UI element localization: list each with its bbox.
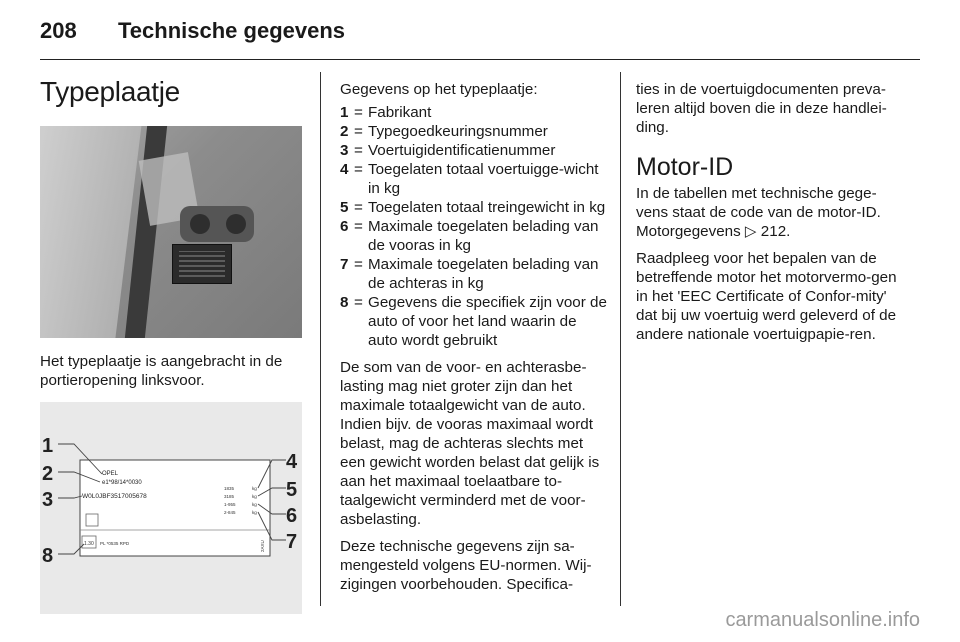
legend-number: 3 <box>340 142 349 159</box>
legend-text: Typegoedkeuringsnummer <box>368 123 548 140</box>
legend-number: 5 <box>340 199 349 216</box>
callout-number: 1 <box>42 435 54 457</box>
plate-side-code: 2AXU <box>260 540 265 552</box>
plate-unit: kg <box>252 502 257 507</box>
legend-item: 2 = Typegoedkeuringsnummer <box>340 122 608 141</box>
plate-approval-number: e1*98/14*0030 <box>102 480 142 486</box>
legend-text: Toegelaten totaal treingewicht in kg <box>368 199 606 216</box>
eu-norm-paragraph: Deze technische gegevens zijn sa-mengesteld volgens EU-normen. Wij-zigingen voorbehouden. Specifica- <box>340 538 592 593</box>
plate-unit: kg <box>252 510 257 515</box>
column-3 <box>636 72 904 352</box>
callout-number: 2 <box>42 463 54 485</box>
legend-number: 8 <box>340 294 349 311</box>
section-heading-typeplaatje: Typeplaatje <box>40 76 180 107</box>
legend-intro: Gegevens op het typeplaatje: <box>340 81 538 98</box>
legend-number: 7 <box>340 256 349 273</box>
legend-item: 8 = Gegevens die specifiek zijn voor de auto of voor het land waarin de auto wordt gebruikt <box>340 294 607 349</box>
legend-text: Toegelaten totaal voertuigge-wicht in kg <box>368 161 599 197</box>
callout-number: 6 <box>286 505 298 527</box>
legend-number: 1 <box>340 104 349 121</box>
legend-text: Gegevens die specifiek zijn voor de auto of voor het land waarin de auto wordt gebruikt <box>368 294 607 349</box>
door-pillar-photo <box>40 126 302 338</box>
continued-paragraph: ties in de voertuigdocumenten preva-leren altijd boven die in deze handlei-ding. <box>636 81 887 136</box>
legend-text: Fabrikant <box>368 104 432 121</box>
plate-paint-code: 1.30 <box>84 541 94 547</box>
column-divider <box>320 72 321 606</box>
plate-trim-code: PL *0535 RPD <box>100 541 130 546</box>
plate-weight: 1835 <box>224 486 235 491</box>
legend-text: Voertuigidentificatienummer <box>368 142 556 159</box>
legend-list <box>340 103 608 350</box>
axle-load-paragraph: De som van de voor- en achterasbe-lasting mag niet groter zijn dan het maximale totaalgewicht van de auto. Indien bijv. de vooras maximaal wordt belast, mag de achteras slechts met een gewicht worden belast dat gelijk is aan het maximaal toelaatbare to-taalgewicht verminderd met de voor-asbelasting. <box>340 359 600 528</box>
legend-text: Maximale toegelaten belading van de vooras in kg <box>368 218 599 254</box>
plate-weight: 1-955 <box>224 502 236 507</box>
legend-item: 7 = Maximale toegelaten belading van de achteras in kg <box>340 255 608 293</box>
hinge-bolt <box>226 214 246 234</box>
section-heading-motor-id: Motor-ID <box>636 153 734 181</box>
hinge-bolt <box>190 214 210 234</box>
plate-unit: kg <box>252 494 257 499</box>
photo-caption: Het typeplaatje is aangebracht in de portieropening linksvoor. <box>40 353 283 389</box>
legend-item: 5 = Toegelaten totaal treingewicht in kg <box>340 198 608 217</box>
callout-number: 5 <box>286 479 298 501</box>
page-number: 208 <box>40 18 77 43</box>
plate-weight: 3185 <box>224 494 235 499</box>
legend-number: 6 <box>340 218 349 235</box>
type-plate-in-photo <box>172 244 232 284</box>
callout-number: 4 <box>286 451 298 473</box>
type-plate-diagram <box>40 402 302 614</box>
column-divider <box>620 72 621 606</box>
watermark: carmanualsonline.info <box>725 609 920 631</box>
column-1 <box>40 72 304 614</box>
callout-leader-3 <box>58 496 82 498</box>
plate-weight: 2-845 <box>224 510 236 515</box>
running-title: Technische gegevens <box>118 18 346 43</box>
legend-item: 4 = Toegelaten totaal voertuigge-wicht in kg <box>340 160 608 198</box>
callout-number: 3 <box>42 489 54 511</box>
legend-item: 3 = Voertuigidentificatienummer <box>340 141 608 160</box>
legend-item: 1 = Fabrikant <box>340 103 608 122</box>
engine-power-paragraph: Raadpleeg voor het bepalen van de betreffende motor het motorvermo-gen in het 'EEC Certificate of Confor-mity' dat bij uw voertuig werd geleverd of de andere nationale voertuigpapie-ren. <box>636 250 897 343</box>
page-header <box>40 16 920 60</box>
plate-brand: OPEL <box>102 471 119 477</box>
callout-number: 7 <box>286 531 298 553</box>
plate-unit: kg <box>252 486 257 491</box>
legend-number: 2 <box>340 123 349 140</box>
callout-number: 8 <box>42 545 54 567</box>
plate-vin: W0L0JBF3517005678 <box>82 493 147 500</box>
legend-item: 6 = Maximale toegelaten belading van de vooras in kg <box>340 217 608 255</box>
motor-id-paragraph: In de tabellen met technische gege-vens staat de code van de motor-ID. Motorgegevens ▷ 212. <box>636 185 881 240</box>
column-2 <box>340 72 608 602</box>
legend-number: 4 <box>340 161 349 178</box>
legend-text: Maximale toegelaten belading van de achteras in kg <box>368 256 599 292</box>
